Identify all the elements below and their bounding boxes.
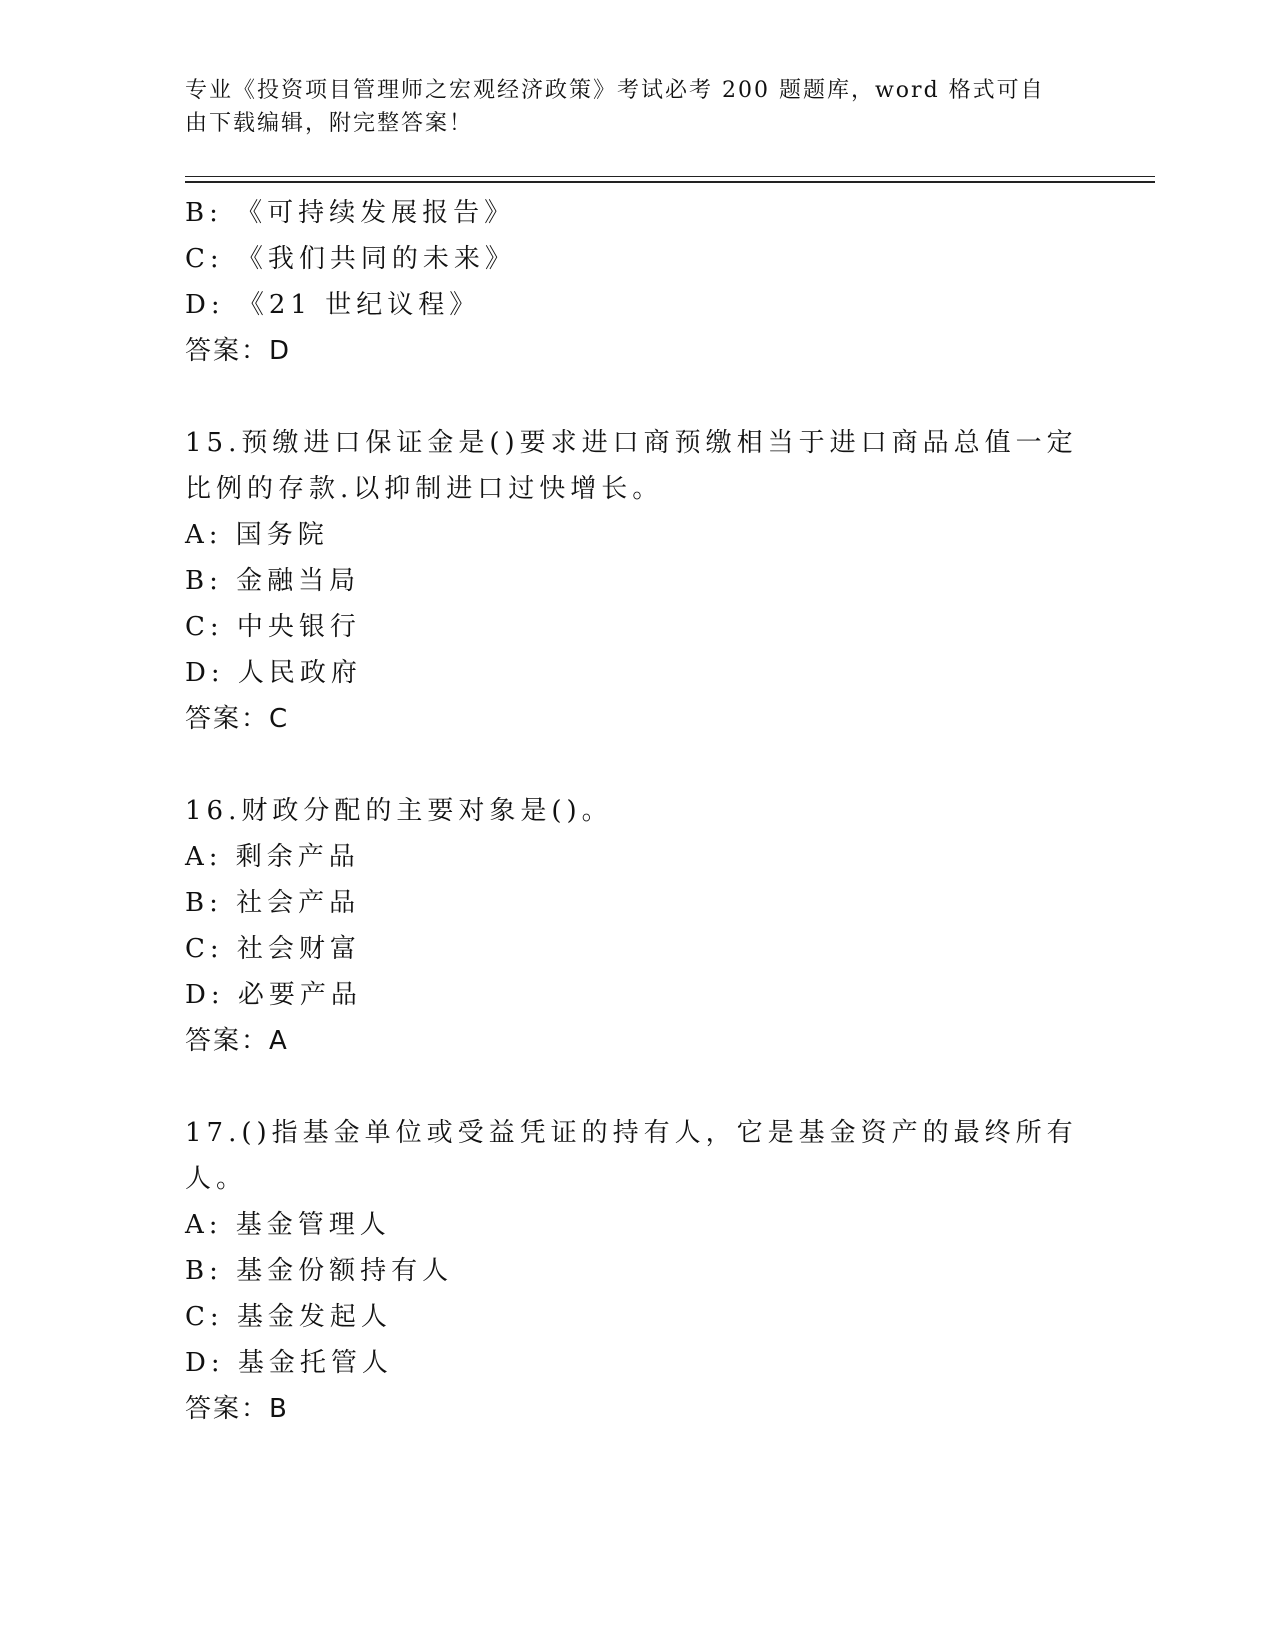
question-block-15 xyxy=(185,420,1085,742)
option-b: B: 基金份额持有人 xyxy=(185,1256,454,1286)
question-text: 16.财政分配的主要对象是()。 xyxy=(185,796,613,826)
header-divider-thick xyxy=(185,181,1155,183)
option-a: A: 剩余产品 xyxy=(185,842,360,872)
answer-line: 答案：D xyxy=(185,336,292,366)
answer-line: 答案：B xyxy=(185,1394,289,1424)
spacer xyxy=(185,742,1085,788)
question-list xyxy=(185,190,1085,1432)
answer-line: 答案：A xyxy=(185,1026,289,1056)
document-header: 专业《投资项目管理师之宏观经济政策》考试必考 200 题题库，word 格式可自由下载编辑，附完整答案！ xyxy=(185,78,1045,136)
option-a: A: 国务院 xyxy=(185,520,329,550)
header-divider-thin xyxy=(185,176,1155,177)
option-b: B: 社会产品 xyxy=(185,888,361,918)
question-block-16 xyxy=(185,788,1085,1064)
option-c: C: 《我们共同的未来》 xyxy=(185,244,516,274)
option-c: C: 社会财富 xyxy=(185,934,361,964)
answer-line: 答案：C xyxy=(185,704,290,734)
spacer xyxy=(185,1064,1085,1110)
question-block-17 xyxy=(185,1110,1085,1432)
option-d: D: 《21 世纪议程》 xyxy=(185,290,481,320)
spacer xyxy=(185,374,1085,420)
option-d: D: 人民政府 xyxy=(185,658,362,688)
option-a: A: 基金管理人 xyxy=(185,1210,391,1240)
option-c: C: 中央银行 xyxy=(185,612,361,642)
question-block-prev xyxy=(185,190,1085,374)
option-b: B: 《可持续发展报告》 xyxy=(185,198,516,228)
question-text: 15.预缴进口保证金是()要求进口商预缴相当于进口商品总值一定比例的存款.以抑制进口过快增长。 xyxy=(185,428,1078,504)
option-d: D: 基金托管人 xyxy=(185,1348,393,1378)
option-c: C: 基金发起人 xyxy=(185,1302,392,1332)
option-d: D: 必要产品 xyxy=(185,980,362,1010)
question-text: 17.()指基金单位或受益凭证的持有人，它是基金资产的最终所有人。 xyxy=(185,1118,1078,1194)
option-b: B: 金融当局 xyxy=(185,566,361,596)
